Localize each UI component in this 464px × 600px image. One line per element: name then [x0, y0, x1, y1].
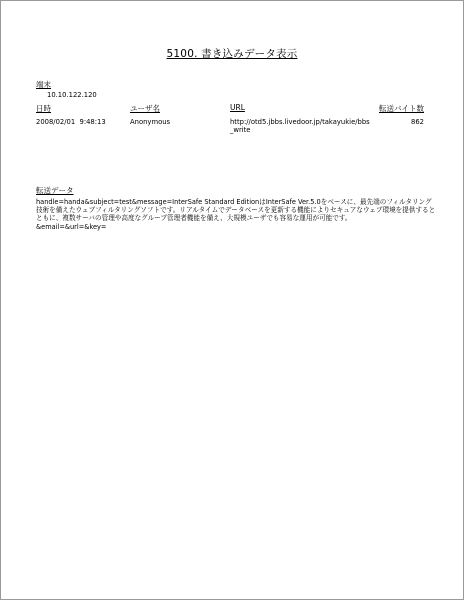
transfer-data-label: 転送データ [36, 186, 74, 195]
header-url: URL [230, 103, 245, 112]
transfer-data-content [36, 198, 436, 231]
page-title: 5100. 書き込みデータ表示 [166, 48, 298, 60]
row-user: Anonymous [130, 118, 171, 126]
terminal-value: 10.10.122.120 [47, 91, 97, 99]
transfer-data-line: &email=&url=&key= [36, 222, 107, 231]
header-bytes: 転送バイト数 [379, 104, 424, 113]
row-url: http://otd5.jbbs.livedoor.jp/takayukie/bbs_write [230, 118, 370, 135]
transfer-data-line: handle=handa&subject=test&message=InterSafe Standard EditionはInterSafe Ver.5.0をベースに、最先端のフィルタリング技術を備えたウェブフィルタリングソフトです。リアルタイムでデータベースを更新する機能によりセキュアなウェブ環境を提供するとともに、複数サーバの管理や高度なグループ管理者機能を備え、大規模ユーザでも容易な運用が可能です。 [36, 198, 436, 223]
row-bytes: 862 [411, 118, 424, 126]
terminal-label: 端末 [36, 80, 51, 89]
header-user: ユーザ名 [130, 104, 160, 113]
row-datetime: 2008/02/01 9:48:13 [36, 118, 106, 126]
header-datetime: 日時 [36, 104, 51, 113]
